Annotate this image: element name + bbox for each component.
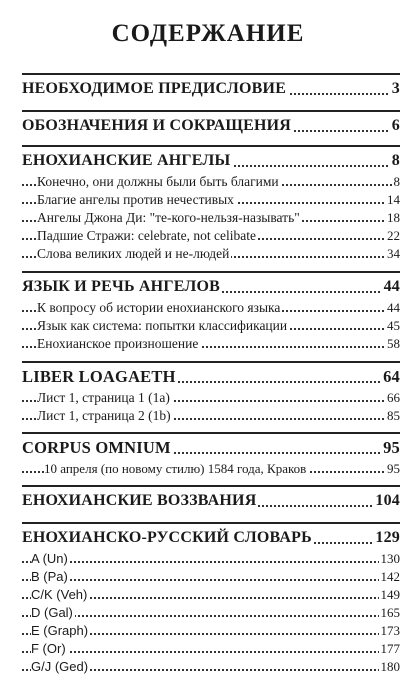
page-number: 95 [387, 461, 400, 476]
page-number: 85 [387, 408, 400, 423]
toc-subentry-label: G/J (Ged) [31, 659, 89, 674]
toc-subentry-label: Ангелы Джона Ди: "те-кого-нельзя-называть" [37, 210, 300, 225]
toc-section [22, 432, 400, 478]
section-rule [22, 271, 400, 273]
toc-subentry [22, 389, 400, 407]
page-number: 14 [387, 192, 400, 207]
toc-subentry [22, 604, 400, 622]
toc-subentry-label: D (Gal) [31, 605, 73, 620]
page-number: 104 [373, 489, 400, 513]
toc-heading: ОБОЗНАЧЕНИЯ И СОКРАЩЕНИЯ [22, 117, 292, 134]
toc-subentry-label: C/K (Veh) [31, 587, 88, 602]
page-number: 177 [380, 641, 400, 656]
section-rule [22, 361, 400, 363]
page-number: 18 [387, 210, 400, 225]
toc-heading-entry [22, 275, 400, 299]
toc-heading-entry [22, 114, 400, 138]
toc-heading-entry [22, 149, 400, 173]
dot-leader [22, 615, 400, 617]
toc-heading: ЯЗЫК И РЕЧЬ АНГЕЛОВ [22, 278, 221, 295]
toc-heading: НЕОБХОДИМОЕ ПРЕДИСЛОВИЕ [22, 80, 287, 97]
page-number: 130 [380, 551, 400, 566]
page-number: 149 [380, 587, 400, 602]
toc-subentry [22, 299, 400, 317]
toc-subentry-label: 10 апреля (по новому стилю) 1584 года, Краков [44, 461, 307, 476]
toc-subentry [22, 335, 400, 353]
section-rule [22, 145, 400, 147]
toc-subentry-label: Слова великих людей и не-людей [37, 246, 230, 261]
toc-subentry [22, 640, 400, 658]
toc-heading: LIBER LOAGAETH [22, 367, 176, 386]
toc-subentry-label: Конечно, они должны были быть благими [37, 174, 279, 189]
section-rule [22, 73, 400, 75]
page-number: 34 [387, 246, 400, 261]
section-rule [22, 522, 400, 524]
toc-subentry [22, 245, 400, 263]
table-of-contents [22, 66, 400, 676]
toc-subentry-label: F (Or) [31, 641, 66, 656]
page-number: 8 [390, 149, 400, 173]
toc-section [22, 110, 400, 138]
toc-heading-entry [22, 365, 400, 389]
page-number: 173 [380, 623, 400, 638]
page-number: 8 [393, 174, 400, 189]
toc-subentry-label: Язык как система: попытки классификации [37, 318, 288, 333]
toc-subentry-label: Падшие Стражи: celebrate, not celibate [37, 228, 256, 243]
toc-heading: ЕНОХИАНСКИЕ ВОЗЗВАНИЯ [22, 492, 257, 509]
toc-subentry-label: E (Graph) [31, 623, 89, 638]
toc-heading-entry [22, 526, 400, 550]
page-number: 129 [373, 526, 400, 550]
toc-heading-entry [22, 436, 400, 460]
page-number: 66 [387, 390, 400, 405]
toc-subentry [22, 568, 400, 586]
toc-section [22, 271, 400, 353]
page-number: 44 [387, 300, 400, 315]
toc-subentry [22, 460, 400, 478]
page-number: 58 [387, 336, 400, 351]
toc-subentry [22, 173, 400, 191]
toc-heading: ЕНОХИАНСКО-РУССКИЙ СЛОВАРЬ [22, 529, 312, 546]
toc-subentry [22, 191, 400, 209]
toc-section [22, 522, 400, 676]
toc-subentry-label: B (Pa) [31, 569, 68, 584]
dot-leader [22, 651, 400, 653]
toc-subentry [22, 317, 400, 335]
toc-subentry [22, 227, 400, 245]
toc-subentry [22, 209, 400, 227]
page-number: 44 [382, 275, 400, 299]
page-number: 95 [381, 436, 400, 460]
page-number: 165 [380, 605, 400, 620]
page-number: 3 [390, 77, 400, 101]
toc-subentry [22, 586, 400, 604]
toc-subentry [22, 658, 400, 676]
toc-heading-entry [22, 77, 400, 101]
section-rule [22, 485, 400, 487]
toc-section [22, 73, 400, 101]
page-number: 45 [387, 318, 400, 333]
page-number: 22 [387, 228, 400, 243]
page-title: СОДЕРЖАНИЕ [111, 20, 305, 47]
toc-subentry-label: Благие ангелы против нечестивых [37, 192, 234, 207]
page-number: 64 [381, 365, 400, 389]
toc-subentry-label: A (Un) [31, 551, 68, 566]
section-rule [22, 432, 400, 434]
toc-section [22, 485, 400, 513]
toc-section [22, 361, 400, 425]
toc-subentry-label: К вопросу об истории енохианского языка [37, 300, 281, 315]
toc-subentry-label: Лист 1, страница 2 (1b) [37, 408, 171, 423]
toc-heading: CORPUS OMNIUM [22, 438, 171, 457]
toc-subentry [22, 550, 400, 568]
page-number: 180 [380, 659, 400, 674]
toc-section [22, 145, 400, 263]
toc-heading: ЕНОХИАНСКИЕ АНГЕЛЫ [22, 152, 231, 169]
dot-leader [22, 579, 400, 581]
toc-heading-entry [22, 489, 400, 513]
toc-subentry [22, 622, 400, 640]
toc-subentry-label: Лист 1, страница 1 (1a) [37, 390, 170, 405]
section-rule [22, 110, 400, 112]
page-number: 6 [390, 114, 400, 138]
page-number: 142 [380, 569, 400, 584]
toc-subentry-label: Енохианское произношение [37, 336, 199, 351]
toc-subentry [22, 407, 400, 425]
dot-leader [22, 561, 400, 563]
